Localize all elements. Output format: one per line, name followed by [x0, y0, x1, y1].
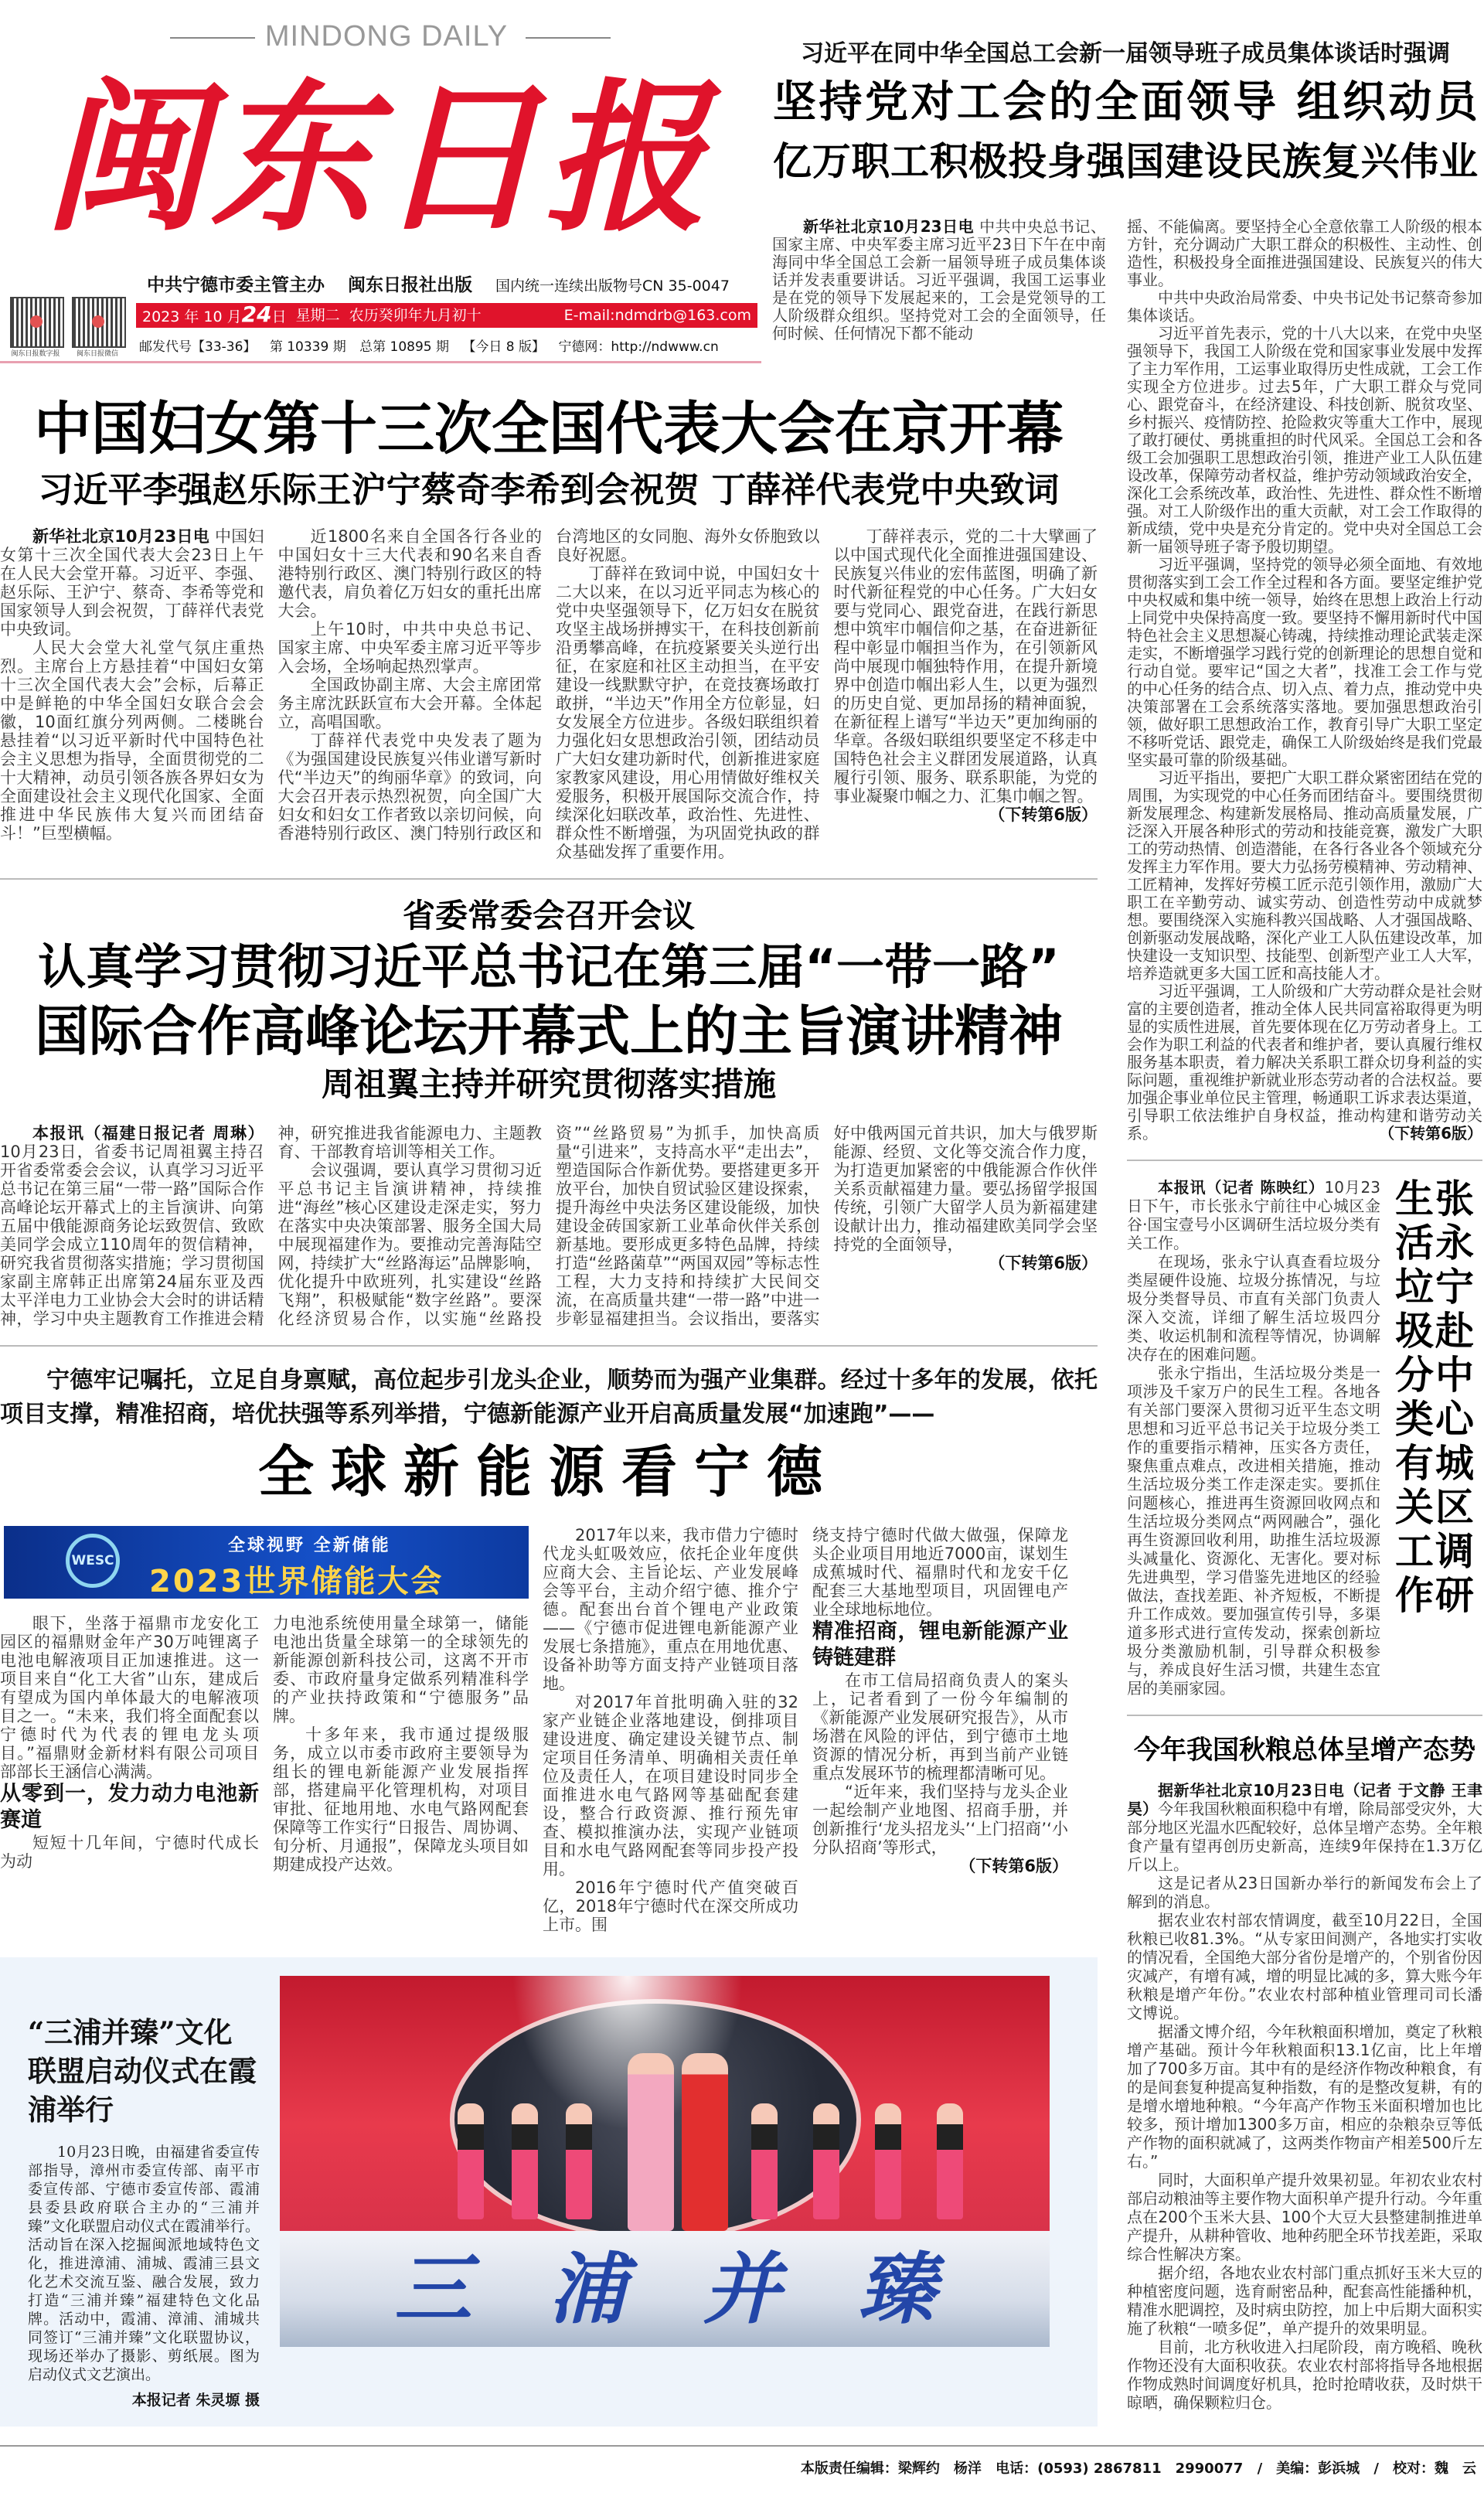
paragraph-text: 习近平指出，要把广大职工群众紧密团结在党的周围，为实现党的中心任务而团结奋斗。要围绕贯彻新发展理念、构建新发展格局、推动高质量发展，广泛深入开展各种形式的劳动和技能竞赛，激发广大职工的劳动热情、创造潜能，在各行各业各个领域充分发挥主力军作用。要大力弘扬劳模精神、劳动精神、工匠精神，发挥好劳模工匠示范引领作用，激励广大职工在辛勤劳动、诚实劳动、创造性劳动中成就梦想。要围绕深入实施科教兴国战略、人才强国战略、创新驱动发展战略，深化产业工人队伍建设改革，加快建设一支知识型、技能型、创新型产业工人大军，培养造就更多大国工匠和高技能人才。	[1127, 768, 1482, 983]
paragraph-text: 习近平强调，坚持党的领导必须全面地、有效地贯彻落实到工会工作全过程和各方面。要坚定维护党中央权威和集中统一领导，始终在思想上政治上行动上同党中央保持高度一致。要坚持不懈用新时代中国特色社会主义思想凝心铸魂，持续推动理论武装走深走实，不断增强学习践行党的创新理论的思想自觉和行动自觉。要牢记“国之大者”，找准工会工作与党的中心任务的结合点、切入点、着力点，推动党中央决策部署在工会系统落实落地。要加强思想政治引领，做好职工思想政治工作，教育引导广大职工坚定不移听党话、跟党走，确保工人阶级始终是我们党最坚实最可靠的阶级基础。	[1127, 554, 1482, 769]
paragraph	[1127, 2263, 1482, 2338]
paragraph	[812, 1671, 1068, 1783]
paragraph	[1127, 289, 1482, 325]
women-body	[0, 527, 1098, 861]
total-issue: 总第 10895 期	[359, 339, 449, 355]
paragraph-text: 在市工信局招商负责人的案头上，记者看到了一份今年编制的《新能源产业发展研究报告》，从市场潜在风险的评估，到宁德市土地资源的情况分析，再到当前产业链重点发展环节的梳理都清晰可见。	[812, 1671, 1068, 1783]
dateline: 新华社北京10月23日电	[32, 527, 210, 546]
paragraph-text: 2017年以来，我市借力宁德时代龙头虹吸效应，依托企业年度供应商大会、主旨论坛、产业发展峰会等平台，主动介绍宁德、推介宁德。配套出台首个锂电产业政策——《宁德市促进锂电新能源产业发展七条措施》，重点在用地优惠、设备补助等方面支持产业链项目落地。	[543, 1526, 798, 1693]
garbage-story	[1127, 1178, 1482, 1698]
dancer	[875, 2103, 901, 2219]
paragraph-text: 眼下，坐落于福鼎市龙安化工园区的福鼎财金年产30万吨锂离子电池电解液项目正加速推进。这一项目来自“化工大省”山东，建成后有望成为国内单体最大的电解液项目之一。“未来，我们将全面配套以宁德时代为代表的锂电龙头项目。”福鼎财金新材料有限公司项目部部长王涵信心满满。	[0, 1614, 259, 1781]
continued-on-page[interactable]: （下转第6版）	[1379, 1123, 1482, 1143]
qr-code-digital[interactable]	[10, 297, 64, 348]
paragraph	[1127, 1178, 1380, 1252]
paragraph-text: 上午10时，中共中央总书记、国家主席、中央军委主席习近平等步入会场，全场响起热烈掌声。	[277, 620, 542, 676]
paragraph-text: 习近平首先表示，党的十八大以来，在党中央坚强领导下，我国工人阶级在党和国家事业发展中发挥了主力军作用，工运事业取得历史性成就，工会工作实现全方位进步。过去5年，广大职工群众与党同心、跟党奋斗，在经济建设、科技创新、脱贫攻坚、乡村振兴、疫情防控、抢险救灾等重大工作中，展现了敢打硬仗、勇挑重担的时代风采。全国总工会和各级工会加强职工思想政治引领，推进产业工人队伍建设改革，保障劳动者权益，维护劳动领域政治安全，深化工会系统改革，政治性、先进性、群众性不断增强。对工人阶级作出的重大贡献，对工会工作取得的新成绩，党中央是充分肯定的。党中央对全国总工会新一届领导班子寄予殷切期望。	[1127, 323, 1482, 556]
dancer	[813, 2103, 839, 2219]
paragraph	[812, 1526, 1068, 1619]
paragraph	[556, 564, 820, 861]
paragraph	[273, 1614, 529, 1725]
photo-story-title[interactable]: “三浦并臻”文化联盟启动仪式在霞浦举行	[28, 2015, 257, 2127]
meeting-body	[0, 1124, 1098, 1328]
wesc-logo: WESC	[66, 1534, 120, 1588]
qr-code-wechat[interactable]	[72, 297, 126, 348]
paragraph-text: 十多年来，我市通过提级服务，成立以市委市政府主要领导为组长的锂电新能源产业发展指挥部，搭建扁平化管理机构，对项目审批、征地用地、水电气路网配套保障等工作实行“日报告、周协调、旬分析、月通报”，保障龙头项目如期建成投产达效。	[273, 1725, 529, 1874]
section-divider	[1127, 1715, 1482, 1716]
paragraph-text: 短短十几年间，宁德时代成长为动	[0, 1834, 259, 1871]
photo-caption-text: 10月23日晚，由福建省委宣传部指导，漳州市委宣传部、南平市委宣传部、宁德市委宣传部、霞浦县委县政府联合主办的“三浦并臻”文化联盟启动仪式在霞浦举行。活动旨在深入挖掘闽派地域特色文化，推进漳浦、浦城、霞浦三县文化艺术交流互鉴、融合发展，致力打造“三浦并臻”福建特色文化品牌。活动中，霞浦、漳浦、浦城共同签订“三浦并臻”文化联盟协议，现场还举办了摄影、剪纸展。图为启动仪式文艺演出。	[28, 2144, 260, 2383]
women-headline[interactable]: 中国妇女第十三次全国代表大会在京开幕	[34, 396, 1064, 462]
paragraph-text: 摇、不能偏离。要坚持全心全意依靠工人阶级的根本方针，充分调动广大职工群众的积极性、主动性、创造性，积极投身全面推进强国建设、民族复兴的伟大事业。	[1127, 216, 1482, 289]
masthead	[0, 0, 761, 363]
editors: 本版责任编辑：梁辉约 杨洋	[800, 2461, 982, 2477]
dancer	[751, 2103, 778, 2219]
paragraph	[772, 218, 1106, 342]
photo-story-text	[28, 1976, 260, 2410]
paragraph-text: 据介绍，各地农业农村部门重点抓好玉米大豆的种植密度问题，选育耐密品种，配套高性能播种机，精准水肥调控，及时病虫防控，加上中后期大面积实施了秋粮“一喷多促”，单产提升的效果明显。	[1127, 2263, 1482, 2338]
date-full	[142, 302, 287, 329]
paragraph	[1127, 983, 1482, 1143]
energy-col-3	[543, 1526, 798, 1934]
main-column	[0, 363, 1117, 2427]
energy-left-block	[0, 1526, 529, 1934]
energy-col-pair	[0, 1614, 529, 1874]
weekday: 星期二	[295, 307, 340, 324]
paragraph	[1127, 2338, 1482, 2412]
continued-on-page[interactable]: （下转第6版）	[989, 1254, 1098, 1272]
paragraph	[833, 527, 1098, 824]
women-subheadline: 习近平李强赵乐际王沪宁蔡奇李希到会祝贺 丁薛祥代表党中央致词	[38, 469, 1060, 510]
date-bar	[136, 303, 757, 328]
paragraph-text: 丁薛祥表示，党的二十大擘画了以中国式现代化全面推进强国建设、民族复兴伟业的宏伟蓝图，明确了新时代新征程党的中心任务。广大妇女要与党同心、跟党奋进，在践行新思想中筑牢巾帼信仰之基，在奋进新征程中彰显巾帼担当作为，在引领新风尚中展现巾帼独特作用，在提升新境界中创造巾帼出彩人生，以更为强烈的历史自觉、更加昂扬的精神面貌，在新征程上谱写“半边天”更加绚丽的华章。各级妇联组织要坚定不移走中国特色社会主义群团发展道路，认真履行引领、服务、联系职能，为党的事业凝聚巾帼之力、汇集巾帼之智。	[833, 527, 1098, 805]
garbage-body	[1127, 1178, 1380, 1698]
photo-caption	[28, 2143, 260, 2384]
postal-code: 邮发代号【33-36】	[139, 339, 257, 355]
paragraph-text: 力电池系统使用量全球第一，储能电池出货量全球第一的全球领先的新能源创新科技公司，这离不开市委、市政府量身定做系列精准科学的产业扶持政策和“宁德服务”品牌。	[273, 1614, 529, 1725]
sponsor: 中共宁德市委主管主办	[147, 275, 325, 295]
paragraph	[278, 527, 543, 620]
lead-headlines	[761, 0, 1484, 196]
page-credits	[0, 2447, 1484, 2493]
paragraph	[1127, 1364, 1380, 1698]
paragraph-text: 张永宁指出，生活垃圾分类是一项涉及千家万户的民生工程。各地各有关部门要深入贯彻习近平生态文明思想和习近平总书记关于垃圾分类工作的重要指示精神，压实各方责任，聚焦重点难点，改进相关措施，推动生活垃圾分类工作走深走实。要抓住问题核心，推进再生资源回收网点和生活垃圾分类网点“两网融合”，强化再生资源回收利用，助推生活垃圾源头减量化、资源化、无害化。要对标先进典型，学习借鉴先进地区的经验做法，查找差距、补齐短板，不断提升工作成效。要加强宣传引导，多渠道多形式进行宣传发动，探索创新垃圾分类激励机制，引导群众积极参与，养成良好生活习惯，共建生态宜居的美丽家园。	[1127, 1363, 1380, 1698]
dateline: 新华社北京10月23日电	[803, 216, 975, 236]
dateline: 据新华社北京10月23日电（记者 于文静 王聿昊）	[1127, 1780, 1482, 1818]
lead-headline-2[interactable]: 亿万职工积极投身强国建设民族复兴伟业	[773, 139, 1478, 184]
paragraph-text: 10月23日，省委书记周祖翼主持召开省委常委会会议，认真学习习近平总书记在第三届“一带一路”国际合作高峰论坛开幕式上的主旨演讲、向第五届中俄能源商务论坛致贺信、致欧美同学会成立110周年的贺信精神，研究我省贯彻落实措施；学习贯彻国家副主席韩正出席第24届东亚及西太平洋电力工业协会大会时的讲话精神，学习中央主题教育工作推进会精神，研究推进我省能源电力、主题教育、干部教育培训等相关工作。	[0, 1124, 542, 1328]
paragraph	[0, 1834, 259, 1871]
meeting-headline-1[interactable]: 认真学习贯彻习近平总书记在第三届“一带一路”	[38, 938, 1060, 995]
section-divider	[0, 878, 1098, 880]
date-prefix: 2023 年 10 月	[142, 308, 242, 325]
storage-conference-banner[interactable]	[4, 1526, 529, 1599]
english-title: MINDONG DAILY	[264, 20, 509, 53]
paragraph	[543, 1693, 798, 1878]
issue-info	[139, 335, 728, 355]
title-rule-right	[526, 37, 611, 39]
paragraph	[273, 1725, 529, 1874]
grain-headline[interactable]: 今年我国秋粮总体呈增产态势	[1134, 1734, 1475, 1766]
right-column	[1117, 218, 1484, 2412]
meeting-kicker: 省委常委会召开会议	[402, 897, 695, 935]
energy-story	[0, 1526, 1098, 1934]
stage-performance-photo[interactable]	[280, 1976, 1050, 2347]
dancer	[458, 2103, 484, 2219]
paragraph-text: 绕支持宁德时代做大做强，保障龙头企业项目用地近7000亩，谋划生成蕉城时代、福鼎时代和龙安千亿配套三大基地型项目，巩固锂电产业全球地标地位。	[812, 1526, 1068, 1619]
paragraph-text: 中共中央总书记、国家主席、中央军委主席习近平23日下午在中南海同中华全国总工会新一届领导班子成员集体谈话并发表重要讲话。习近平强调，我国工运事业是在党的领导下发展起来的，工会是党领导的工人阶级群众组织。坚持党对工会的全面领导，任何时候、任何情况下都不能动	[772, 216, 1106, 342]
paragraph	[1127, 1874, 1482, 1911]
email[interactable]: E-mail:ndmdrb@163.com	[563, 307, 751, 324]
lead-kicker: 习近平在同中华全国总工会新一届领导班子成员集体谈话时强调	[801, 40, 1450, 67]
section-subheading: 精准招商，锂电新能源产业铸链建群	[812, 1619, 1068, 1670]
dancer	[566, 2103, 592, 2219]
paragraph	[1127, 1911, 1482, 2022]
qr-label-wechat: 闽东日报微信	[76, 350, 118, 358]
paragraph-text: 目前，北方秋收进入扫尾阶段，南方晚稻、晚秋作物还没有大面积收获。农业农村部将指导各地根据作物成熟时间调度好机具，抢时抢晴收获，及时烘干晾晒，确保颗粒归仓。	[1127, 2337, 1482, 2412]
stage-banner	[280, 2231, 1050, 2347]
paragraph-text: 同时，大面积单产提升效果初显。年初农业农村部启动粮油等主要作物大面积单产提升行动。今年重点在200个玉米大县、100个大豆大县整建制推进单产提升，从耕种管收、地种药肥全环节找差距，采取综合性解决方案。	[1127, 2170, 1482, 2263]
paragraph-text: 中共中央政治局常委、中央书记处书记蔡奇参加集体谈话。	[1127, 288, 1482, 325]
paragraph	[0, 527, 264, 639]
meeting-headline-2[interactable]: 国际合作高峰论坛开幕式上的主旨演讲精神	[35, 1000, 1063, 1063]
qr-label-digital: 闽东日报数字报	[11, 350, 60, 358]
paragraph-text: 近1800名来自全国各行各业的中国妇女十三大代表和90名来自香港特别行政区、澳门特别行政区的特邀代表，肩负着亿万妇女的重托出席大会。	[277, 527, 542, 620]
issue-number: 第 10339 期	[269, 339, 346, 355]
paragraph-text: 2016年宁德时代产值突破百亿，2018年宁德时代在深交所成功上市。围	[543, 1878, 798, 1934]
paragraph-text: 今年我国秋粮面积稳中有增，除局部受灾外，大部分地区光温水匹配较好，总体呈增产态势。全年粮食产量有望再创历史新高，连续9年保持在1.3万亿斤以上。	[1127, 1799, 1482, 1874]
newspaper-logo: 闽东日报	[43, 63, 712, 254]
publisher: 闽东日报社出版	[348, 275, 473, 295]
lunar-date: 农历癸卯年九月初十	[349, 307, 482, 324]
paragraph	[1127, 2022, 1482, 2171]
website-link[interactable]: 宁德网：http://ndwww.cn	[558, 339, 719, 355]
paragraph-text: 据潘文博介绍，今年秋粮面积增加，奠定了秋粮增产基础。预计今年秋粮面积13.1亿亩，比上年增加了700多万亩。其中有的是经济作物改种粮食，有的是间套复种提高复种指数，有的是整改复耕，有的是增水增地种粮。“今年高产作物玉米面积增加也比较多，预计增加1300多万亩，相应的杂粮杂豆等低产作物的面积就减了，这两类作物亩产相差500斤左右。”	[1127, 2021, 1482, 2171]
dateline: 本报讯（记者 陈映红）	[1158, 1177, 1325, 1197]
paragraph-text: 会议强调，要认真学习贯彻习近平总书记主旨演讲精神，持续推进“海丝”核心区建设走深走实，努力在落实中央决策部署、服务全国大局中展现福建作为。要推动完善海陆空网，持续扩大“丝路海运”品牌影响，优化提升中欧班列，扎实建设“丝路飞翔”，积极赋能“数字丝路”。要深化经济贸易合作，以实施“丝路投资”“丝路贸易”为抓手，加快高质量“引进来”，支持高水平“走出去”，塑造国际合作新优势。要搭建更多开放平台，加快自贸试验区建设探索，提升海丝中央法务区建设能级，加快建设金砖国家新工业革命伙伴关系创新基地。要形成更多特色品牌，持续打造“丝路菌草”“两国双园”等标志性工程，大力支持和持续扩大民间交流，在高质量共建“一带一路”中进一步彰显福建担当。会议指出，要落实好中俄两国元首共识，加大与俄罗斯能源、经贸、文化等交流合作力度，为打造更加紧密的中俄能源合作伙伴关系贡献福建力量。要弘扬留学报国传统，引领广大留学人员为新福建建设献计出力，推动福建欧美同学会坚持党的全面领导，	[277, 1124, 1098, 1328]
energy-col-4	[812, 1526, 1068, 1934]
banner-title: 2023世界储能大会	[149, 1564, 444, 1599]
photo-credit: 本报记者 朱灵塬 摄	[131, 2392, 260, 2409]
proofreader: / 校对：魏 云	[1373, 2461, 1476, 2477]
paragraph	[543, 1878, 798, 1934]
date-day: 24	[241, 301, 272, 327]
paragraph-text: 中国妇女第十三次全国代表大会23日上午在人民大会堂开幕。习近平、李强、赵乐际、王沪宁、蔡奇、李希等党和国家领导人到会祝贺，丁薛祥代表党中央致词。	[0, 527, 264, 639]
title-rule-left	[170, 37, 255, 39]
cn-number: 国内统一连续出版物号CN 35-0047	[495, 278, 730, 295]
paragraph-text: 习近平强调，工人阶级和广大劳动群众是社会财富的主要创造者，推动全体人民共同富裕取得更为明显的实质性进展，首先要体现在亿万劳动者身上。工会作为职工利益的代表者和维护者，要认真履行维权服务基本职责，着力解决关系职工群众切身利益的实际问题，重视维护新就业形态劳动者的合法权益。要加强企事业单位民主管理，畅通职工诉求表达渠道，引导职工依法维护自身权益，推动构建和谐劳动关系。	[1127, 981, 1482, 1143]
section-subheading: 从零到一，发力动力电池新赛道	[0, 1782, 259, 1832]
paragraph-text: 对2017年首批明确入驻的32家产业链企业落地建设，倒排项目建设进度、确定建设关键节点、制定项目任务清单、明确相关责任单位及责任人，在项目建设时同步全面推进水电气路网等基础配套建设，整合行政资源、推行预先审查、模拟推演办法，实现产业链项目和水电气路网配套等同步投产投用。	[543, 1693, 798, 1878]
paragraph	[0, 1614, 259, 1781]
paragraph	[278, 620, 543, 676]
lead-body-col-a	[761, 218, 1117, 342]
lead-performer	[628, 2053, 674, 2231]
lead-body-col-b	[1127, 218, 1482, 1143]
paragraph	[0, 639, 264, 843]
publisher-info	[147, 271, 747, 296]
meeting-subheadline: 周祖翼主持并研究贯彻落实措施	[321, 1065, 776, 1103]
garbage-headline[interactable]: 张永宁赴中心城区调研生活垃圾分类有关工作	[1389, 1177, 1474, 1619]
paragraph	[1127, 1781, 1482, 1874]
paragraph-text: 丁薛祥在致词中说，中国妇女十二大以来，在以习近平同志为核心的党中央坚强领导下，亿万妇女在脱贫攻坚主战场拼搏实干，在科技创新前沿勇攀高峰，在抗疫紧要关头逆行出征，在家庭和社区主动担当，在平安建设一线默默守护，在竞技赛场敢打敢拼，“半边天”作用全方位彰显，妇女发展全方位进步。各级妇联组织着力强化妇女思想政治引领，团结动员广大妇女建功新时代，创新推进家庭家教家风建设，用心用情做好维权关爱服务，积极开展国际交流合作，持续深化妇联改革，政治性、先进性、群众性不断增强，为巩固党执政的群众基础发挥了重要作用。	[556, 564, 820, 861]
paragraph-text: “近年来，我们坚持与龙头企业一起绘制产业地图、招商手册，并创新推行‘龙头招龙头’‘上门招商’‘小分队招商’等形式，	[812, 1783, 1068, 1857]
energy-col-1	[0, 1614, 259, 1874]
paragraph-text: 全国政协副主席、大会主席团常务主席沈跃跃宣布大会开幕。全体起立，高唱国歌。	[277, 676, 542, 731]
paragraph	[812, 1783, 1068, 1875]
section-divider	[0, 1345, 1098, 1347]
lead-headline-1[interactable]: 坚持党对工会的全面领导 组织动员	[773, 77, 1478, 128]
paragraph	[1127, 556, 1482, 769]
art-editor: / 美编：彭浜城	[1257, 2461, 1360, 2477]
continued-on-page[interactable]: （下转第6版）	[989, 805, 1098, 824]
continued-on-page[interactable]: （下转第6版）	[959, 1857, 1068, 1875]
paragraph	[278, 676, 543, 731]
dancer	[512, 2103, 538, 2219]
paragraph	[543, 1526, 798, 1693]
paragraph-text: 人民大会堂大礼堂气氛庄重热烈。主席台上方悬挂着“中国妇女第十三次全国代表大会”会标，后幕正中是鲜艳的中华全国妇女联合会会徽，10面红旗分列两侧。二楼眺台悬挂着“以习近平新时代中国特色社会主义思想为指导，全面贯彻党的二十大精神，动员引领各族各界妇女为全面建设社会主义现代化国家、全面推进中华民族伟大复兴而团结奋斗！”巨型横幅。	[0, 639, 264, 843]
paragraph-text: 10月23日下午，市长张永宁前往中心城区金谷·国宝壹号小区调研生活垃圾分类有关工作。	[1127, 1177, 1380, 1252]
paragraph-text: 丁薛祥代表党中央发表了题为《为强国建设民族复兴伟业谱写新时代“半边天”的绚丽华章》的致词，向大会召开表示热烈祝贺，向全国广大妇女和妇女工作者致以亲切问候，向香港特别行政区、澳门特别行政区和台湾地区的女同胞、海外女侨胞致以良好祝愿。	[277, 527, 820, 843]
section-divider	[1127, 1160, 1482, 1161]
stage-banner-text: 三浦并臻	[394, 2243, 1013, 2335]
date-suffix: 日	[271, 308, 287, 325]
grain-body	[1127, 1781, 1482, 2412]
energy-intro: 宁德牢记嘱托，立足自身禀赋，高位起步引龙头企业，顺势而为强产业集群。经过十多年的发展，依托项目支撑，精准招商，培优扶强等系列举措，宁德新能源产业开启高质量发展“加速跑”——	[0, 1367, 1098, 1428]
energy-col-2	[273, 1614, 529, 1874]
paragraph-text: 这是记者从23日国新办举行的新闻发布会上了解到的消息。	[1127, 1873, 1482, 1911]
lead-performer	[682, 2053, 728, 2231]
paragraph-text: 在现场，张永宁认真查看垃圾分类屋硬件设施、垃圾分拣情况，与垃圾分类督导员、市直有关部门负责人深入交流，详细了解生活垃圾四分类、收运机制和流程等情况，协调解决存在的困难问题。	[1127, 1252, 1380, 1364]
paragraph	[1127, 218, 1482, 289]
photo-story-panel	[0, 1957, 1098, 2427]
paragraph	[1127, 2171, 1482, 2263]
pages-today: 【今日 8 版】	[462, 339, 546, 355]
paragraph	[1127, 769, 1482, 983]
energy-headline[interactable]: 全球新能源看宁德	[257, 1439, 839, 1504]
phone: 电话：(0593) 2867811 2990077	[996, 2461, 1244, 2477]
dateline: 本报讯（福建日报记者 周琳）	[32, 1124, 264, 1143]
paragraph-text: 据农业农村部农情调度，截至10月22日，全国秋粮已收81.3%。“从专家田间测产，各地实打实收的情况看，全国绝大部分省份是增产的，个别省份因灾减产，有增有减，增的明显比减的多，算大账今年秋粮是增产年份。”农业农村部种植业管理司司长潘文博说。	[1127, 1910, 1482, 2022]
dancer	[937, 2103, 963, 2219]
banner-tagline: 全球视野 全新储能	[228, 1536, 391, 1555]
paragraph	[1127, 325, 1482, 556]
paragraph	[1127, 1252, 1380, 1364]
